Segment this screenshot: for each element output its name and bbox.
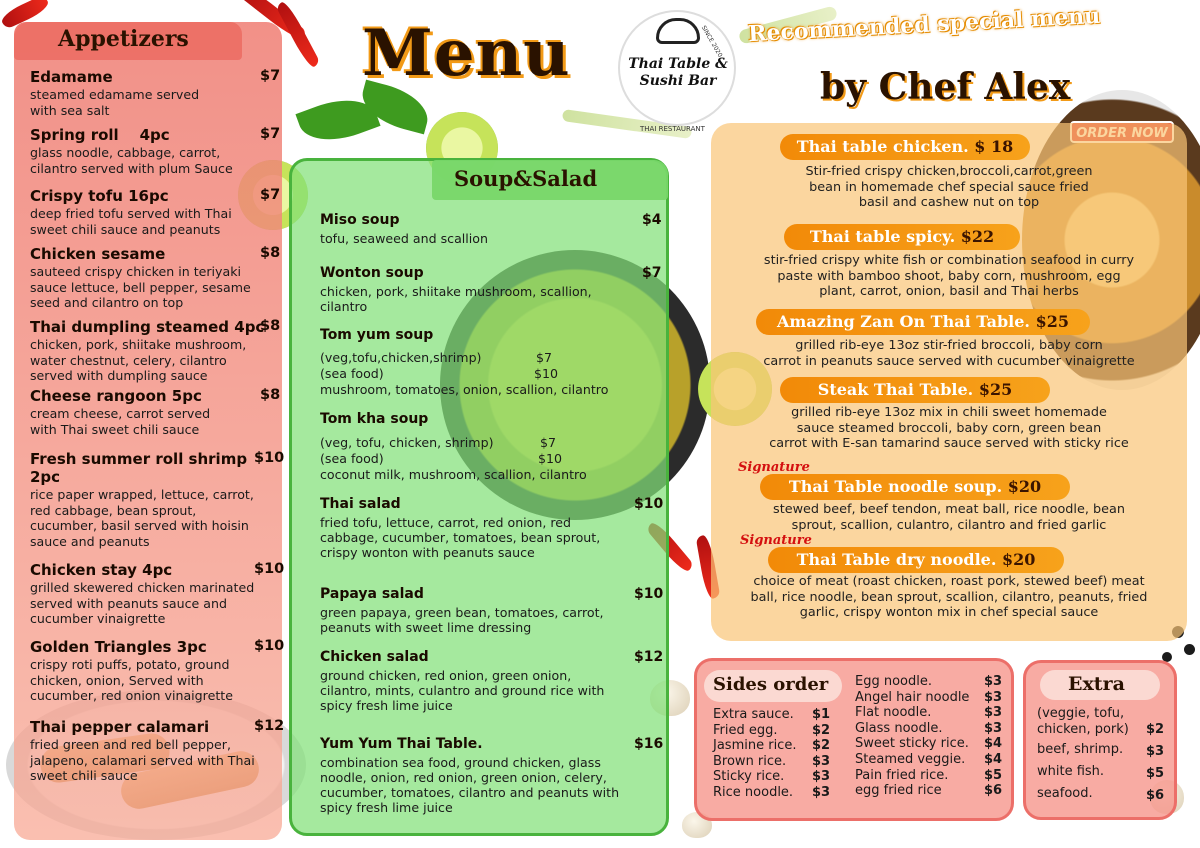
tom-kha-option-2-price: $10 [538,451,563,466]
appetizer-desc: rice paper wrapped, lettuce, carrot, red cabbage, bean sprout, cucumber, basil served with hoisin sauce and peanuts [30,487,254,549]
chef-special-desc: grilled rib-eye 13oz mix in chili sweet homemade sauce steamed broccoli, baby corn, green bean carrot with E-san tamarind sauce served with sticky rice [769,405,1129,452]
extra-item-name: seafood. [1037,786,1093,801]
logo-name: Thai Table & Sushi Bar [628,56,728,89]
extra-item-price: $5 [1146,766,1165,781]
chef-special-title-pill [768,547,1064,573]
chef-special-desc: choice of meat (roast chicken, roast pork, stewed beef) meat ball, rice noodle, bean sprout, scallion, cilantro, peanuts, fried garlic, crispy wonton mix in chef special sauce [750,574,1148,621]
restaurant-logo [618,10,736,133]
chef-special-desc: stewed beef, beef tendon, meat ball, rice noodle, bean sprout, scallion, culantro, cilantro and fried garlic [773,502,1125,533]
soup-salad-desc: fried tofu, lettuce, carrot, red onion, red cabbage, cucumber, tomatoes, bean sprout, crispy wonton with peanuts sauce [320,515,601,560]
extra-item-name: beef, shrimp. [1037,742,1124,757]
extra-item-price: $3 [1146,744,1165,759]
appetizer-price: $8 [260,318,281,334]
soup-salad-desc: chicken, pork, shiitake mushroom, scallion, cilantro [320,284,592,314]
peppercorn-decoration [1184,644,1195,655]
appetizer-name: Chicken stay 4pc [30,561,173,579]
chef-special-title-pill [780,377,1050,403]
soup-salad-name: Miso soup [320,212,400,228]
extra-item-name: white fish. [1037,764,1105,779]
appetizer-price: $12 [254,718,285,734]
signature-label: Signature [738,460,810,475]
chef-special-desc: Stir-fried crispy chicken,broccoli,carrot,green bean in homemade chef special sauce fried basil and cashew nut on top [805,164,1093,211]
soup-salad-desc: green papaya, green bean, tomatoes, carrot, peanuts with sweet lime dressing [320,605,604,635]
side-item-price: $2 [812,738,831,754]
extra-item-price: $2 [1146,722,1165,737]
tom-yum-desc: mushroom, tomatoes, onion, scallion, cilantro [320,382,609,397]
chef-special-desc: stir-fried crispy white fish or combination seafood in curry paste with bamboo shoot, baby corn, mushroom, egg plant, carrot, onion, basil and Thai herbs [763,253,1135,300]
recommended-line1: Recommended special menu [747,2,1101,48]
appetizer-desc: sauteed crispy chicken in teriyaki sauce lettuce, bell pepper, sesame seed and cilantro on top [30,264,251,311]
appetizer-desc: deep fried tofu served with Thai sweet chili sauce and peanuts [30,206,232,237]
appetizer-name: Crispy tofu 16pc [30,187,169,205]
side-item-name: Glass noodle. [855,720,943,736]
soup-salad-name: Tom kha soup [320,411,429,427]
side-item-name: Rice noodle. [713,785,794,800]
chef-special-desc: grilled rib-eye 13oz stir-fried broccoli, baby corn carrot in peanuts sauce served with cucumber vinaigrette [763,338,1135,369]
appetizer-desc: glass noodle, cabbage, carrot, cilantro served with plum Sauce [30,145,233,176]
side-item-name: Sweet sticky rice. [855,736,969,752]
side-item-price: $3 [984,674,1003,689]
appetizer-name: Golden Triangles 3pc [30,638,207,656]
appetizer-name: Fresh summer roll shrimp 2pc [30,450,248,486]
appetizer-price: $7 [260,187,281,203]
soup-salad-desc: tofu, seaweed and scallion [320,231,488,246]
side-item-price: $6 [984,783,1003,799]
side-item-name: Angel hair noodle [855,689,970,705]
appetizer-name: Cheese rangoon 5pc [30,387,202,405]
soup-salad-price: $4 [642,212,662,228]
chef-special-name: Thai Table dry noodle. [796,550,997,569]
side-item-name: Sticky rice. [713,769,785,785]
logo-since: SINCE 2020 [699,24,724,59]
appetizer-name: Edamame [30,68,113,86]
side-item-name: Flat noodle. [855,705,932,721]
soup-salad-price: $10 [634,496,664,512]
side-item-name: Extra sauce. [713,707,794,722]
chef-special-price: $20 [1001,550,1036,569]
chef-special-price: $25 [1035,312,1069,331]
side-item-price: $3 [812,753,831,769]
side-item-price: $3 [812,785,831,800]
appetizer-price: $7 [260,68,281,84]
side-item-price: $3 [984,705,1003,721]
soup-salad-price: $16 [634,736,664,752]
side-item-name: Egg noodle. [855,674,932,689]
chef-special-title-pill [784,224,1020,250]
appetizer-desc: fried green and red bell pepper, jalapeno, calamari served with Thai sweet chili sauce [30,737,255,784]
chef-special-price: $20 [1007,477,1042,496]
chef-special-price: $25 [978,380,1013,399]
side-item-price: $3 [984,720,1003,736]
soup-salad-heading: Soup&Salad [454,166,598,191]
side-item-name: egg fried rice [855,783,942,799]
side-item-name: Brown rice. [713,753,787,769]
appetizer-name: Thai pepper calamari [30,718,210,736]
chili-pepper-decoration [275,0,320,69]
appetizer-price: $10 [254,638,285,654]
soup-salad-name: Tom yum soup [320,327,434,343]
tom-kha-desc: coconut milk, mushroom, scallion, cilantro [320,467,587,482]
appetizers-heading: Appetizers [58,26,189,52]
chef-special-name: Thai Table noodle soup. [788,477,1003,496]
soup-salad-name: Thai salad [320,496,401,512]
soup-salad-price: $12 [634,649,664,665]
soup-salad-desc: ground chicken, red onion, green onion, cilantro, mints, culantro and ground rice with spicy fresh lime juice [320,668,605,713]
appetizer-name: Chicken sesame [30,245,166,263]
appetizer-desc: grilled skewered chicken marinated served with peanuts sauce and cucumber vinaigrette [30,580,255,627]
side-item-name: Jasmine rice. [713,738,797,754]
chef-special-name: Thai table chicken. [796,137,969,156]
chef-special-title-pill [760,474,1070,500]
soup-salad-price: $10 [634,586,664,602]
appetizer-price: $10 [254,561,285,577]
appetizer-name: Thai dumpling steamed 4pc [30,318,265,336]
extra-item-name: (veggie, tofu, chicken, pork) [1037,706,1129,737]
chef-special-price: $22 [960,227,995,246]
chef-special-name: Amazing Zan On Thai Table. [777,312,1030,331]
chef-special-title-pill [756,309,1090,335]
tom-yum-option-1-label: (veg,tofu,chicken,shrimp) [320,350,482,365]
soup-salad-name: Yum Yum Thai Table. [320,736,483,752]
appetizer-price: $8 [260,387,281,403]
tom-yum-option-2-label: (sea food) [320,366,384,381]
extra-item-price: $6 [1146,788,1165,803]
tom-yum-option-1-price: $7 [536,350,553,365]
chef-special-name: Thai table spicy. [809,227,956,246]
chef-special-name: Steak Thai Table. [817,380,974,399]
tom-kha-option-1-label: (veg, tofu, chicken, shrimp) [320,435,494,450]
side-item-price: $5 [984,767,1003,783]
appetizer-name: Spring roll 4pc [30,126,170,144]
side-item-price: $4 [984,736,1003,752]
side-item-price: $2 [812,722,831,738]
chef-special-title-pill [780,134,1030,160]
appetizer-desc: chicken, pork, shiitake mushroom, water chestnut, celery, cilantro served with dumpling sauce [30,337,247,384]
signature-label: Signature [740,533,812,548]
side-item-price: $4 [984,752,1003,767]
tom-kha-option-1-price: $7 [540,435,557,450]
tom-yum-option-2-price: $10 [534,366,559,381]
soup-salad-desc: combination sea food, ground chicken, glass noodle, onion, red onion, green onion, celery, cucumber, tomatoes, cilantro and peanuts with spicy fresh lime juice [320,755,620,815]
recommended-line2: by Chef Alex [820,66,1071,108]
appetizer-price: $7 [260,126,281,142]
sides-heading: Sides order [713,674,829,695]
appetizer-price: $8 [260,245,281,261]
chef-hat-icon [656,18,700,44]
extra-heading: Extra [1068,673,1125,695]
appetizer-price: $10 [254,450,285,466]
chef-special-price: $ 18 [974,137,1014,156]
logo-tagline: THAI RESTAURANT [640,125,705,133]
side-item-name: Steamed veggie. [855,752,966,767]
side-item-name: Pain fried rice. [855,767,949,783]
side-item-price: $3 [984,689,1003,705]
soup-salad-name: Chicken salad [320,649,429,665]
appetizer-desc: steamed edamame served with sea salt [30,87,200,118]
soup-salad-price: $7 [642,265,662,281]
side-item-name: Fried egg. [713,722,778,738]
side-item-price: $1 [812,707,831,722]
soup-salad-name: Papaya salad [320,586,424,602]
appetizer-desc: crispy roti puffs, potato, ground chicken, onion, Served with cucumber, red onion vinaigrette [30,657,233,704]
tom-kha-option-2-label: (sea food) [320,451,384,466]
appetizer-desc: cream cheese, carrot served with Thai sweet chili sauce [30,406,211,437]
soup-salad-name: Wonton soup [320,265,424,281]
side-item-price: $3 [812,769,831,785]
page-title: Menu [362,16,571,91]
